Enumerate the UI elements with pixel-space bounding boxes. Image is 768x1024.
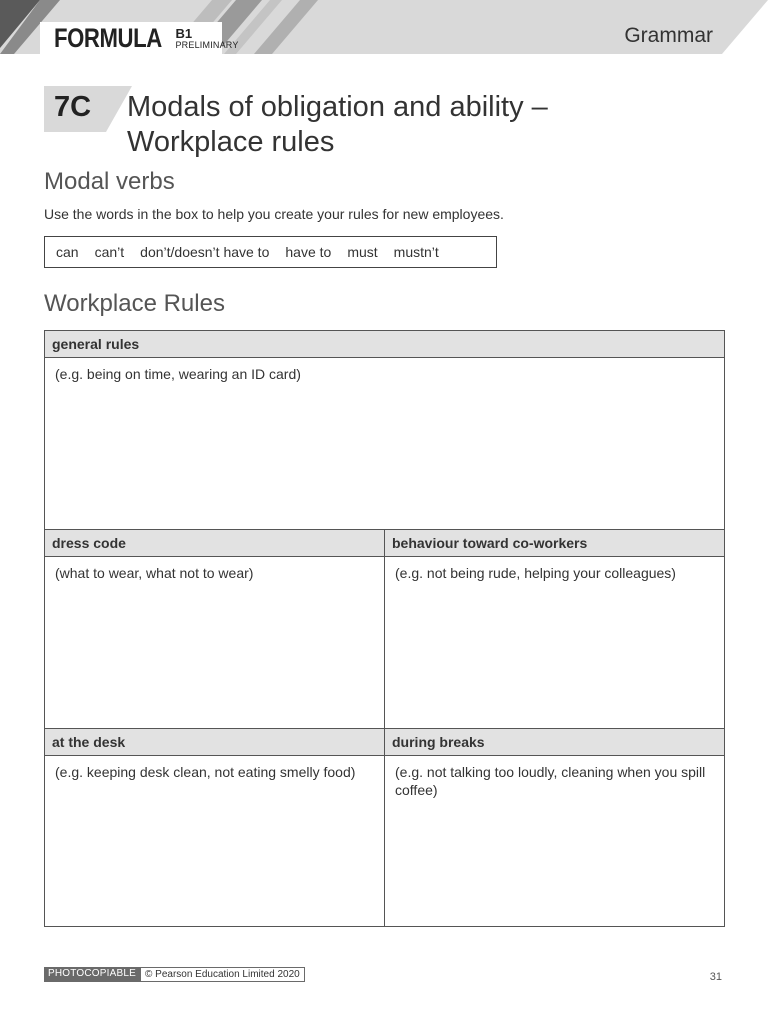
dress-code-hint: (what to wear, what not to wear)	[55, 565, 254, 581]
unit-badge-label: 7C	[54, 91, 92, 123]
modal-verbs-heading: Modal verbs	[44, 168, 175, 195]
at-the-desk-header: at the desk	[45, 729, 384, 756]
section-title: Grammar	[624, 24, 713, 47]
table-column-divider	[384, 529, 385, 926]
page-title-line-1: Modals of obligation and ability –	[127, 91, 548, 123]
word-box-item: have to	[285, 244, 332, 260]
at-the-desk-hint: (e.g. keeping desk clean, not eating smelly food)	[55, 764, 356, 780]
general-rules-header: general rules	[45, 331, 724, 358]
page-title-line-2: Workplace rules	[127, 126, 335, 158]
behaviour-header: behaviour toward co-workers	[385, 530, 724, 557]
at-the-desk-answer-area[interactable]	[45, 756, 384, 926]
formula-logo	[44, 22, 239, 54]
dress-code-header: dress code	[45, 530, 384, 557]
logo-level-b1: B1	[175, 25, 193, 41]
unit-badge	[44, 86, 132, 132]
logo-level-preliminary: PRELIMINARY	[175, 39, 239, 50]
word-box	[44, 236, 497, 268]
photocopiable-label: PHOTOCOPIABLE	[44, 967, 140, 982]
during-breaks-header: during breaks	[385, 729, 724, 756]
during-breaks-answer-area[interactable]	[385, 756, 724, 926]
general-rules-answer-area[interactable]	[45, 358, 724, 529]
instruction-text: Use the words in the box to help you create your rules for new employees.	[44, 206, 504, 222]
general-rules-hint: (e.g. being on time, wearing an ID card)	[55, 366, 301, 382]
copyright-text: © Pearson Education Limited 2020	[140, 967, 305, 982]
word-box-item: must	[347, 244, 378, 260]
word-box-item: can	[56, 244, 79, 260]
behaviour-answer-area[interactable]	[385, 557, 724, 728]
workplace-rules-heading: Workplace Rules	[44, 290, 225, 317]
footer	[44, 967, 305, 982]
logo-word: FORMULA	[54, 22, 162, 53]
workplace-rules-table	[44, 330, 725, 927]
dress-code-answer-area[interactable]	[45, 557, 384, 728]
during-breaks-hint: (e.g. not talking too loudly, cleaning when you spill coffee)	[395, 764, 706, 798]
word-box-item: don’t/doesn’t have to	[140, 244, 270, 260]
page-number: 31	[709, 971, 722, 983]
word-box-item: can’t	[94, 244, 125, 260]
page-title	[127, 90, 687, 160]
word-box-item: mustn’t	[393, 244, 439, 260]
header-band	[0, 0, 768, 54]
logo-level	[175, 27, 238, 50]
behaviour-hint: (e.g. not being rude, helping your colleagues)	[395, 565, 676, 581]
